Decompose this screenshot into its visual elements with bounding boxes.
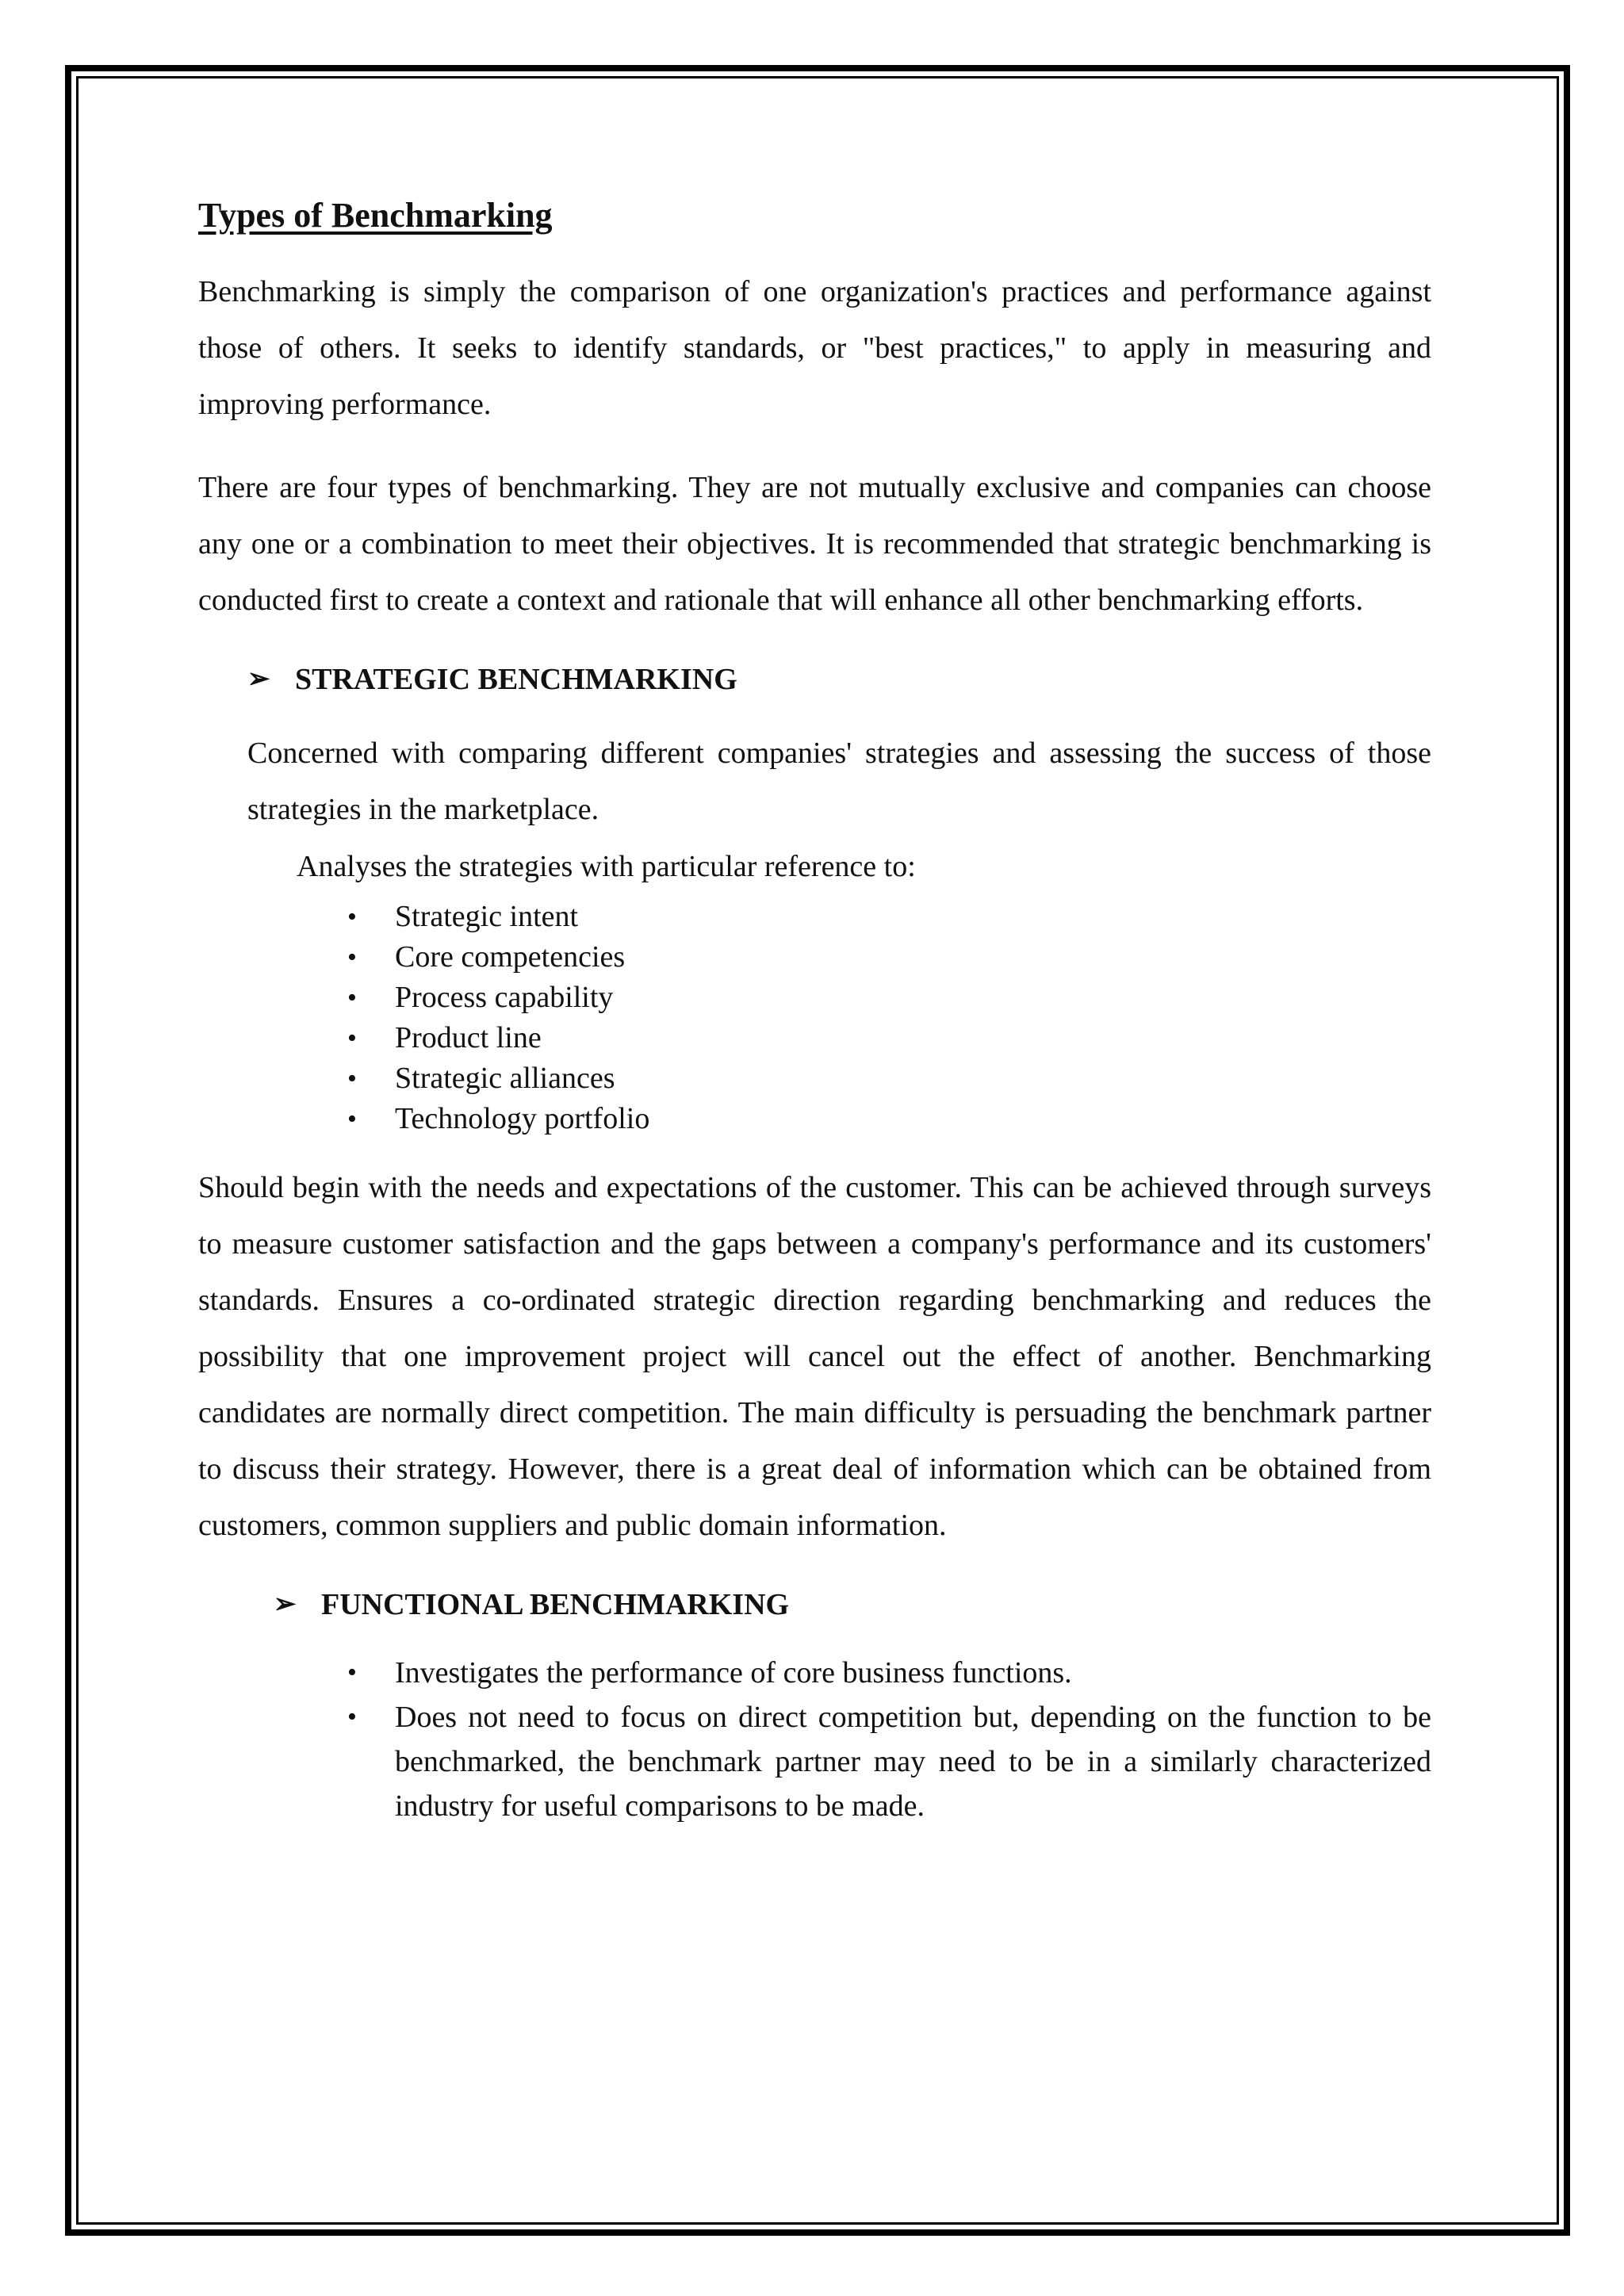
document-body — [198, 195, 1431, 1849]
list-item: • Investigates the performance of core business functions. — [395, 1651, 1431, 1695]
intro-paragraph: Benchmarking is simply the comparison of one organization's practices and performance against those of others. It seeks to identify standards, or "best practices," to apply in measuring and improving performance. — [198, 274, 1431, 421]
list-item: • Strategic intent — [395, 897, 1431, 937]
list-item: • Does not need to focus on direct competition but, depending on the function to be benchmarked, the benchmark partner may need to be in a similarly characterized industry for useful comparisons to be made. — [395, 1695, 1431, 1828]
strategic-description: Concerned with comparing different companies' strategies and assessing the success of those strategies in the marketplace. — [247, 736, 1431, 826]
arrow-bullet-icon: ➢ — [274, 1589, 297, 1619]
functional-items-list — [198, 1651, 1431, 1828]
strategic-heading-text: STRATEGIC BENCHMARKING — [295, 662, 737, 696]
types-overview-paragraph: There are four types of benchmarking. They are not mutually exclusive and companies can choose any one or a combination to meet their objectives. It is recommended that strategic benchmarking is conducted first to create a context and rationale that will enhance all other benchmarking efforts. — [198, 470, 1431, 617]
strategic-detail-paragraph: Should begin with the needs and expectations of the customer. This can be achieved through surveys to measure customer satisfaction and the gaps between a company's performance and its customers' standards. Ensures a co-ordinated strategic direction regarding benchmarking and reduces the possibility that one improvement project will cancel out the effect of another. Benchmarking candidates are normally direct competition. The main difficulty is persuading the benchmark partner to discuss their strategy. However, there is a great deal of information which can be obtained from customers, common suppliers and public domain information. — [198, 1170, 1431, 1542]
strategic-benchmarking-heading — [247, 656, 1431, 703]
strategic-items-list — [198, 897, 1431, 1139]
list-item: • Technology portfolio — [395, 1099, 1431, 1139]
functional-heading-text: FUNCTIONAL BENCHMARKING — [321, 1587, 790, 1621]
page-title: Types of Benchmarking — [198, 196, 553, 235]
list-item: • Strategic alliances — [395, 1058, 1431, 1099]
list-item: • Product line — [395, 1018, 1431, 1058]
functional-benchmarking-heading — [274, 1581, 1431, 1628]
strategic-analysis-intro: Analyses the strategies with particular reference to: — [297, 849, 916, 883]
list-item: • Core competencies — [395, 937, 1431, 978]
list-item: • Process capability — [395, 978, 1431, 1018]
arrow-bullet-icon: ➢ — [247, 664, 270, 694]
